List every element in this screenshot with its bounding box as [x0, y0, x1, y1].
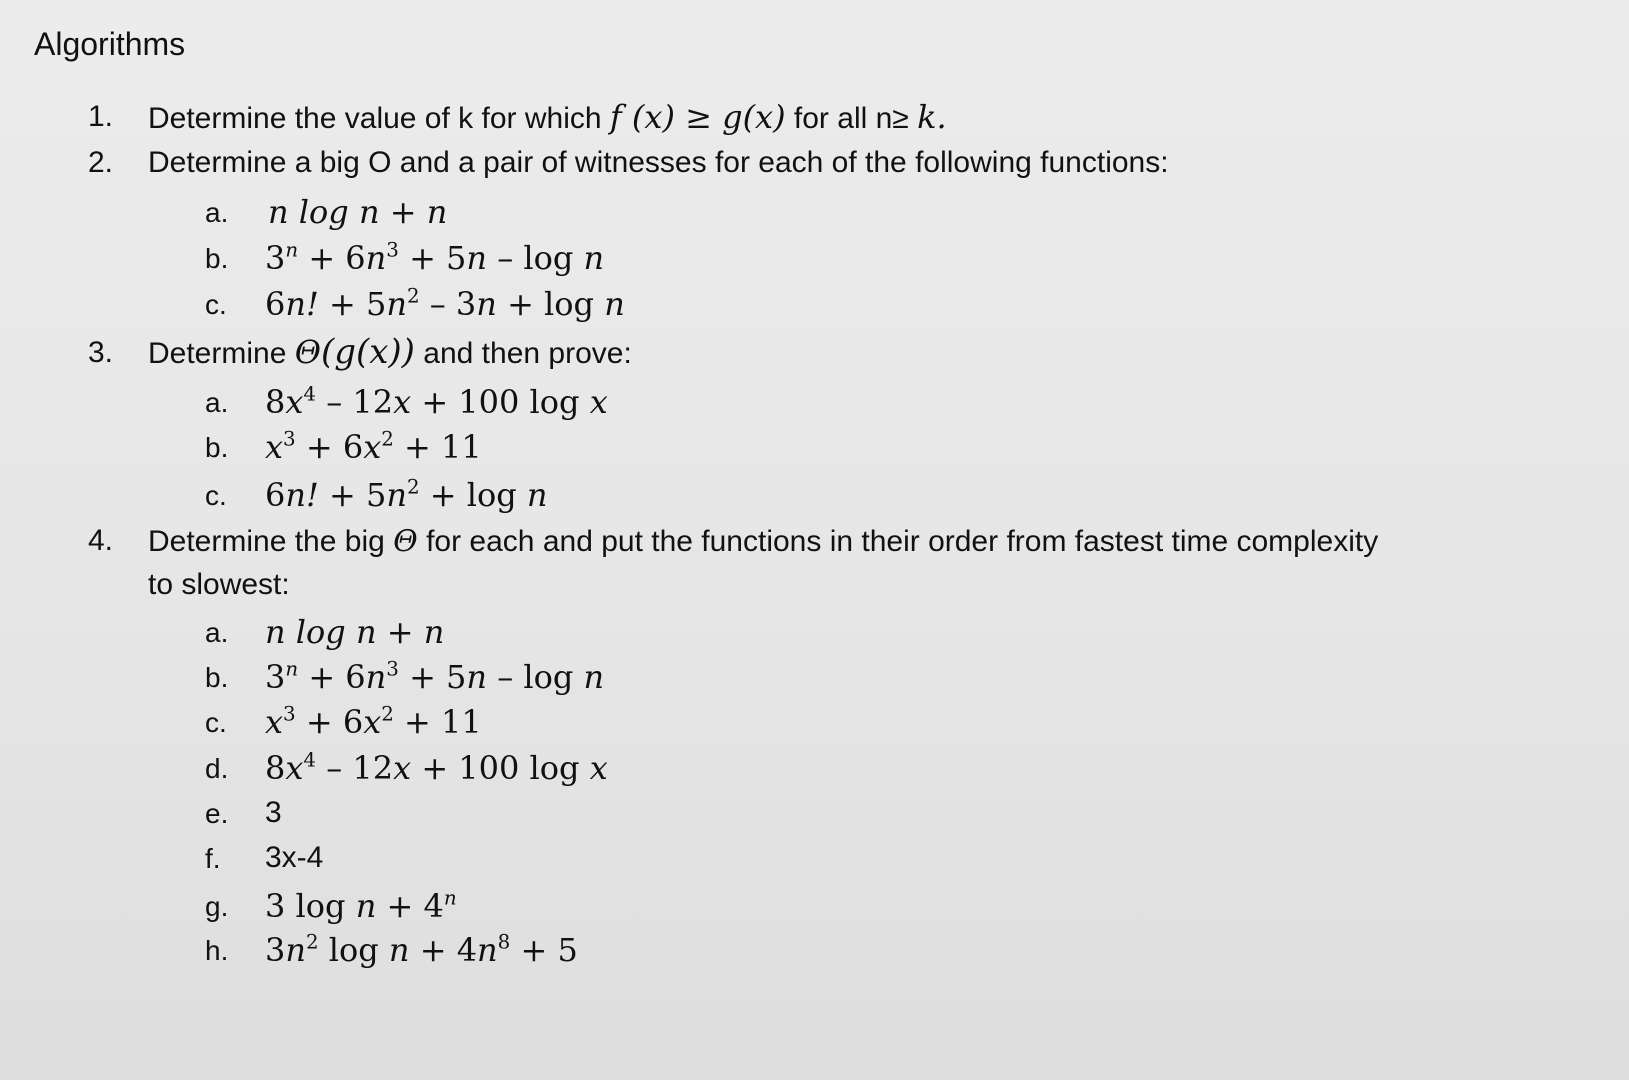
q4-item-b-label: b. [205, 662, 229, 693]
q4-item-c-expression: $x^3 + 6x^2 + 11$ [265, 702, 482, 741]
q4-item-h-label: h. [205, 935, 229, 966]
q4-item-b-expression: $3^n + 6n^3 + 5n - \log n$ [265, 657, 605, 696]
q4-item-f-label: f. [205, 843, 221, 874]
question-4: Determine the big Θ for each and put the functions in their order from fastest time complexity [148, 524, 1379, 559]
q4-item-e-label: e. [205, 798, 229, 829]
theta-symbol: Θ [294, 333, 321, 371]
q4-item-g-label: g. [205, 891, 229, 922]
q2-item-a-label: a. [205, 197, 229, 228]
question-1 [148, 98, 947, 136]
q4-item-a-expression: n log n + n [265, 613, 445, 651]
q2-item-b-label: b. [205, 243, 229, 274]
q2-item-c-expression: 6n! + $5n^2 - 3n + \log n$ [265, 284, 625, 323]
q2-item-b-expression: $3^n + 6n^3 + 5n - \log n$ [265, 238, 605, 277]
q1-f-of-x: f (x) [609, 98, 675, 136]
q4-item-d-expression: $8x^4 - 12x + 100$ log x [265, 748, 608, 787]
q3-item-a-expression: $8x^4 - 12x + 100$ log x [265, 382, 608, 421]
q4-item-h-expression: $3n^2$ $\log n + 4n^8 + 5$ [265, 930, 578, 969]
question-4-number: 4. [88, 524, 114, 557]
document-title: Algorithms [34, 26, 186, 62]
theta-symbol: Θ [393, 524, 418, 559]
q3-item-c-label: c. [205, 480, 227, 511]
question-1-number: 1. [88, 100, 114, 133]
q3-item-b-expression: $x^3 + 6x^2 + 11$ [265, 427, 482, 466]
q4-item-g-expression: 3 $\log n + 4^n$ [265, 886, 457, 925]
q1-ge-sign: ≥ [674, 98, 723, 136]
q3-item-b-label: b. [205, 432, 229, 463]
q2-item-a-expression [268, 193, 447, 231]
q1-text-part1: Determine the value of k for which [148, 102, 610, 135]
q1-k: k. [917, 98, 947, 136]
question-2-text: Determine a big O and a pair of witnesses for each of the following functions: [148, 146, 1169, 179]
question-3: Determine Θ(g(x)) and then prove: [148, 332, 632, 372]
q2a-expr: n log n + n [268, 193, 448, 231]
q3-item-c-expression: 6n! + $5n^2 + \log n$ [265, 475, 548, 514]
q2-item-c-label: c. [205, 289, 227, 320]
question-4-text-continued: to slowest: [148, 568, 290, 601]
q4-item-f-expression: 3x-4 [265, 841, 324, 874]
q4-item-a-label: a. [205, 617, 229, 648]
q3-g-of-x: (g(x)) [320, 332, 415, 372]
q4-item-c-label: c. [205, 707, 227, 738]
q1-g-of-x: g(x) [722, 98, 786, 136]
q4-item-d-label: d. [205, 753, 229, 784]
q4-item-e-expression: 3 [265, 796, 282, 829]
q3-item-a-label: a. [205, 387, 229, 418]
question-3-number: 3. [88, 336, 114, 369]
q1-text-part2: for all n≥ [785, 102, 918, 135]
question-2-number: 2. [88, 146, 114, 179]
